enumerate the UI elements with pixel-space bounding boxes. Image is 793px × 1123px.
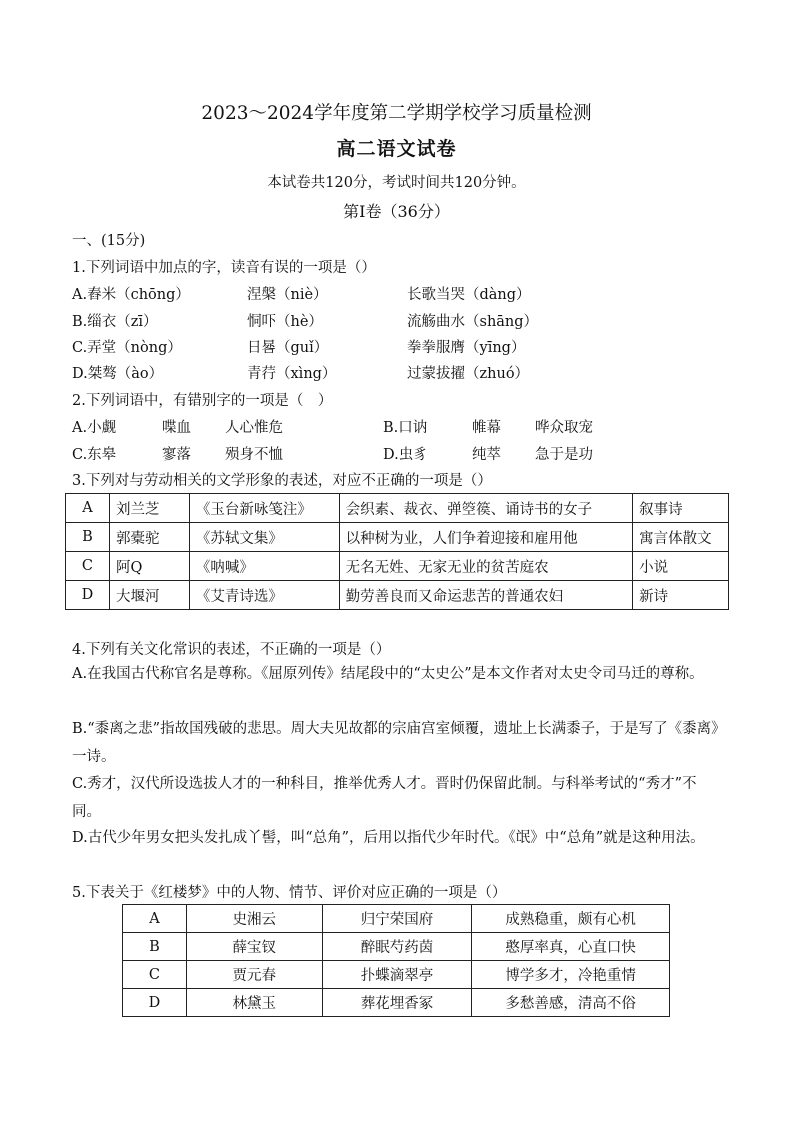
q5-table <box>122 904 670 1017</box>
q1-option-b-2: 恫吓（hè） <box>247 314 323 330</box>
q2-option-d-2: 纯萃 <box>472 447 501 463</box>
q1-option-b-3: 流觞曲水（shāng） <box>407 314 539 330</box>
table-cell: C <box>123 961 187 989</box>
table-cell: 《苏轼文集》 <box>189 523 339 552</box>
q1-stem: 1.下列词语中加点的字，读音有误的一项是（） <box>72 260 376 276</box>
q1-option-c-1: C.弄堂（nòng） <box>72 340 182 356</box>
q4-option-d: D.古代少年男女把头发扎成丫髻，叫“总角”，后用以指代少年时代。《氓》中“总角”就是这种用法。 <box>72 830 705 846</box>
table-cell: 憨厚率真，心直口快 <box>472 933 670 961</box>
q2-option-b-2: 帷幕 <box>472 420 501 436</box>
section-label: 一、(15分) <box>72 233 146 249</box>
q1-option-c-3: 拳拳服膺（yīng） <box>407 340 526 356</box>
q2-option-a-3: 人心惟危 <box>225 420 283 436</box>
table-row <box>123 961 670 989</box>
table-cell: B <box>123 933 187 961</box>
q4-option-a: A.在我国古代称官名是尊称。《屈原列传》结尾段中的“太史公”是本文作者对太史令司马迁的尊称。 <box>72 666 704 682</box>
q3-stem: 3.下列对与劳动相关的文学形象的表述，对应不正确的一项是（） <box>72 473 492 489</box>
q2-option-b-3: 哗众取宠 <box>535 420 593 436</box>
table-cell: D <box>123 989 187 1017</box>
table-row <box>66 523 729 552</box>
q2-stem: 2.下列词语中，有错别字的一项是（ ） <box>72 393 333 409</box>
table-cell: 小说 <box>633 552 729 581</box>
table-cell: 郭橐驼 <box>109 523 189 552</box>
table-cell: 无名无姓、无家无业的贫苦庭农 <box>339 552 632 581</box>
q2-option-a-2: 喋血 <box>162 420 191 436</box>
q5-stem: 5.下表关于《红楼梦》中的人物、情节、评价对应正确的一项是（） <box>72 885 507 901</box>
table-cell: 《玉台新咏笺注》 <box>189 494 339 523</box>
table-cell: 刘兰芝 <box>109 494 189 523</box>
volume-heading: 第Ⅰ卷（36分） <box>343 202 450 221</box>
table-cell: 勤劳善良而又命运悲苦的普通农妇 <box>339 581 632 610</box>
table-row <box>66 552 729 581</box>
table-cell: 史湘云 <box>186 905 322 933</box>
q4-stem: 4.下列有关文化常识的表述，不正确的一项是（） <box>72 642 391 658</box>
q2-option-d-1: D.虫豸 <box>383 447 428 463</box>
q4-option-b: B.“黍离之悲”指故国残破的悲思。周大夫见故都的宗庙宫室倾覆，遗址上长满黍子，于是写了《黍离》一诗。 <box>72 721 719 765</box>
table-cell: 叙事诗 <box>633 494 729 523</box>
q2-option-b-1: B.口讷 <box>383 420 428 436</box>
table-cell: D <box>66 581 110 610</box>
exam-subtitle: 高二语文试卷 <box>336 138 457 160</box>
table-cell: 醉眠芍药茵 <box>322 933 472 961</box>
table-row <box>123 989 670 1017</box>
q2-option-c-1: C.东皋 <box>72 447 117 463</box>
q1-option-b-1: B.缁衣（zī） <box>72 314 158 330</box>
q1-option-d-1: D.桀骜（ào） <box>72 366 164 382</box>
q1-option-d-2: 青荇（xìng） <box>247 366 337 382</box>
table-cell: B <box>66 523 110 552</box>
table-row <box>123 905 670 933</box>
q1-option-a-3: 长歌当哭（dàng） <box>407 287 531 303</box>
table-cell: 成熟稳重，颇有心机 <box>472 905 670 933</box>
table-cell: 寓言体散文 <box>633 523 729 552</box>
q3-table <box>65 493 729 610</box>
table-cell: 归宁荣国府 <box>322 905 472 933</box>
table-cell: 葬花埋香冢 <box>322 989 472 1017</box>
table-row <box>66 494 729 523</box>
table-cell: 会织素、裁衣、弹箜篌、诵诗书的女子 <box>339 494 632 523</box>
table-cell: 林黛玉 <box>186 989 322 1017</box>
q2-option-d-3: 急于是功 <box>535 447 593 463</box>
table-cell: 薛宝钗 <box>186 933 322 961</box>
q1-option-c-2: 日晷（guǐ） <box>247 340 329 356</box>
table-cell: 贾元春 <box>186 961 322 989</box>
table-cell: 新诗 <box>633 581 729 610</box>
q2-option-c-2: 寥落 <box>162 447 191 463</box>
exam-note: 本试卷共120分，考试时间共120分钟。 <box>267 175 526 191</box>
exam-title: 2023～2024学年度第二学期学校学习质量检测 <box>201 103 592 124</box>
table-cell: 博学多才，冷艳重情 <box>472 961 670 989</box>
table-cell: 扑蝶滴翠亭 <box>322 961 472 989</box>
q1-option-a-2: 涅槃（niè） <box>247 287 328 303</box>
table-row <box>66 581 729 610</box>
table-cell: 以种树为业，人们争着迎接和雇用他 <box>339 523 632 552</box>
table-cell: A <box>123 905 187 933</box>
table-cell: C <box>66 552 110 581</box>
q4-option-c: C.秀才，汉代所设选拔人才的一种科目，推举优秀人才。晋时仍保留此制。与科举考试的“秀才”不同。 <box>72 776 697 820</box>
q1-option-d-3: 过蒙拔擢（zhuó） <box>407 366 530 382</box>
table-cell: 《艾青诗选》 <box>189 581 339 610</box>
q2-option-c-3: 殒身不恤 <box>225 447 283 463</box>
table-cell: 多愁善感，清高不俗 <box>472 989 670 1017</box>
q2-option-a-1: A.小觑 <box>72 420 117 436</box>
q1-option-a-1: A.舂米（chōng） <box>72 287 190 303</box>
table-cell: A <box>66 494 110 523</box>
table-cell: 大堰河 <box>109 581 189 610</box>
table-cell: 《呐喊》 <box>189 552 339 581</box>
table-cell: 阿Q <box>109 552 189 581</box>
table-row <box>123 933 670 961</box>
